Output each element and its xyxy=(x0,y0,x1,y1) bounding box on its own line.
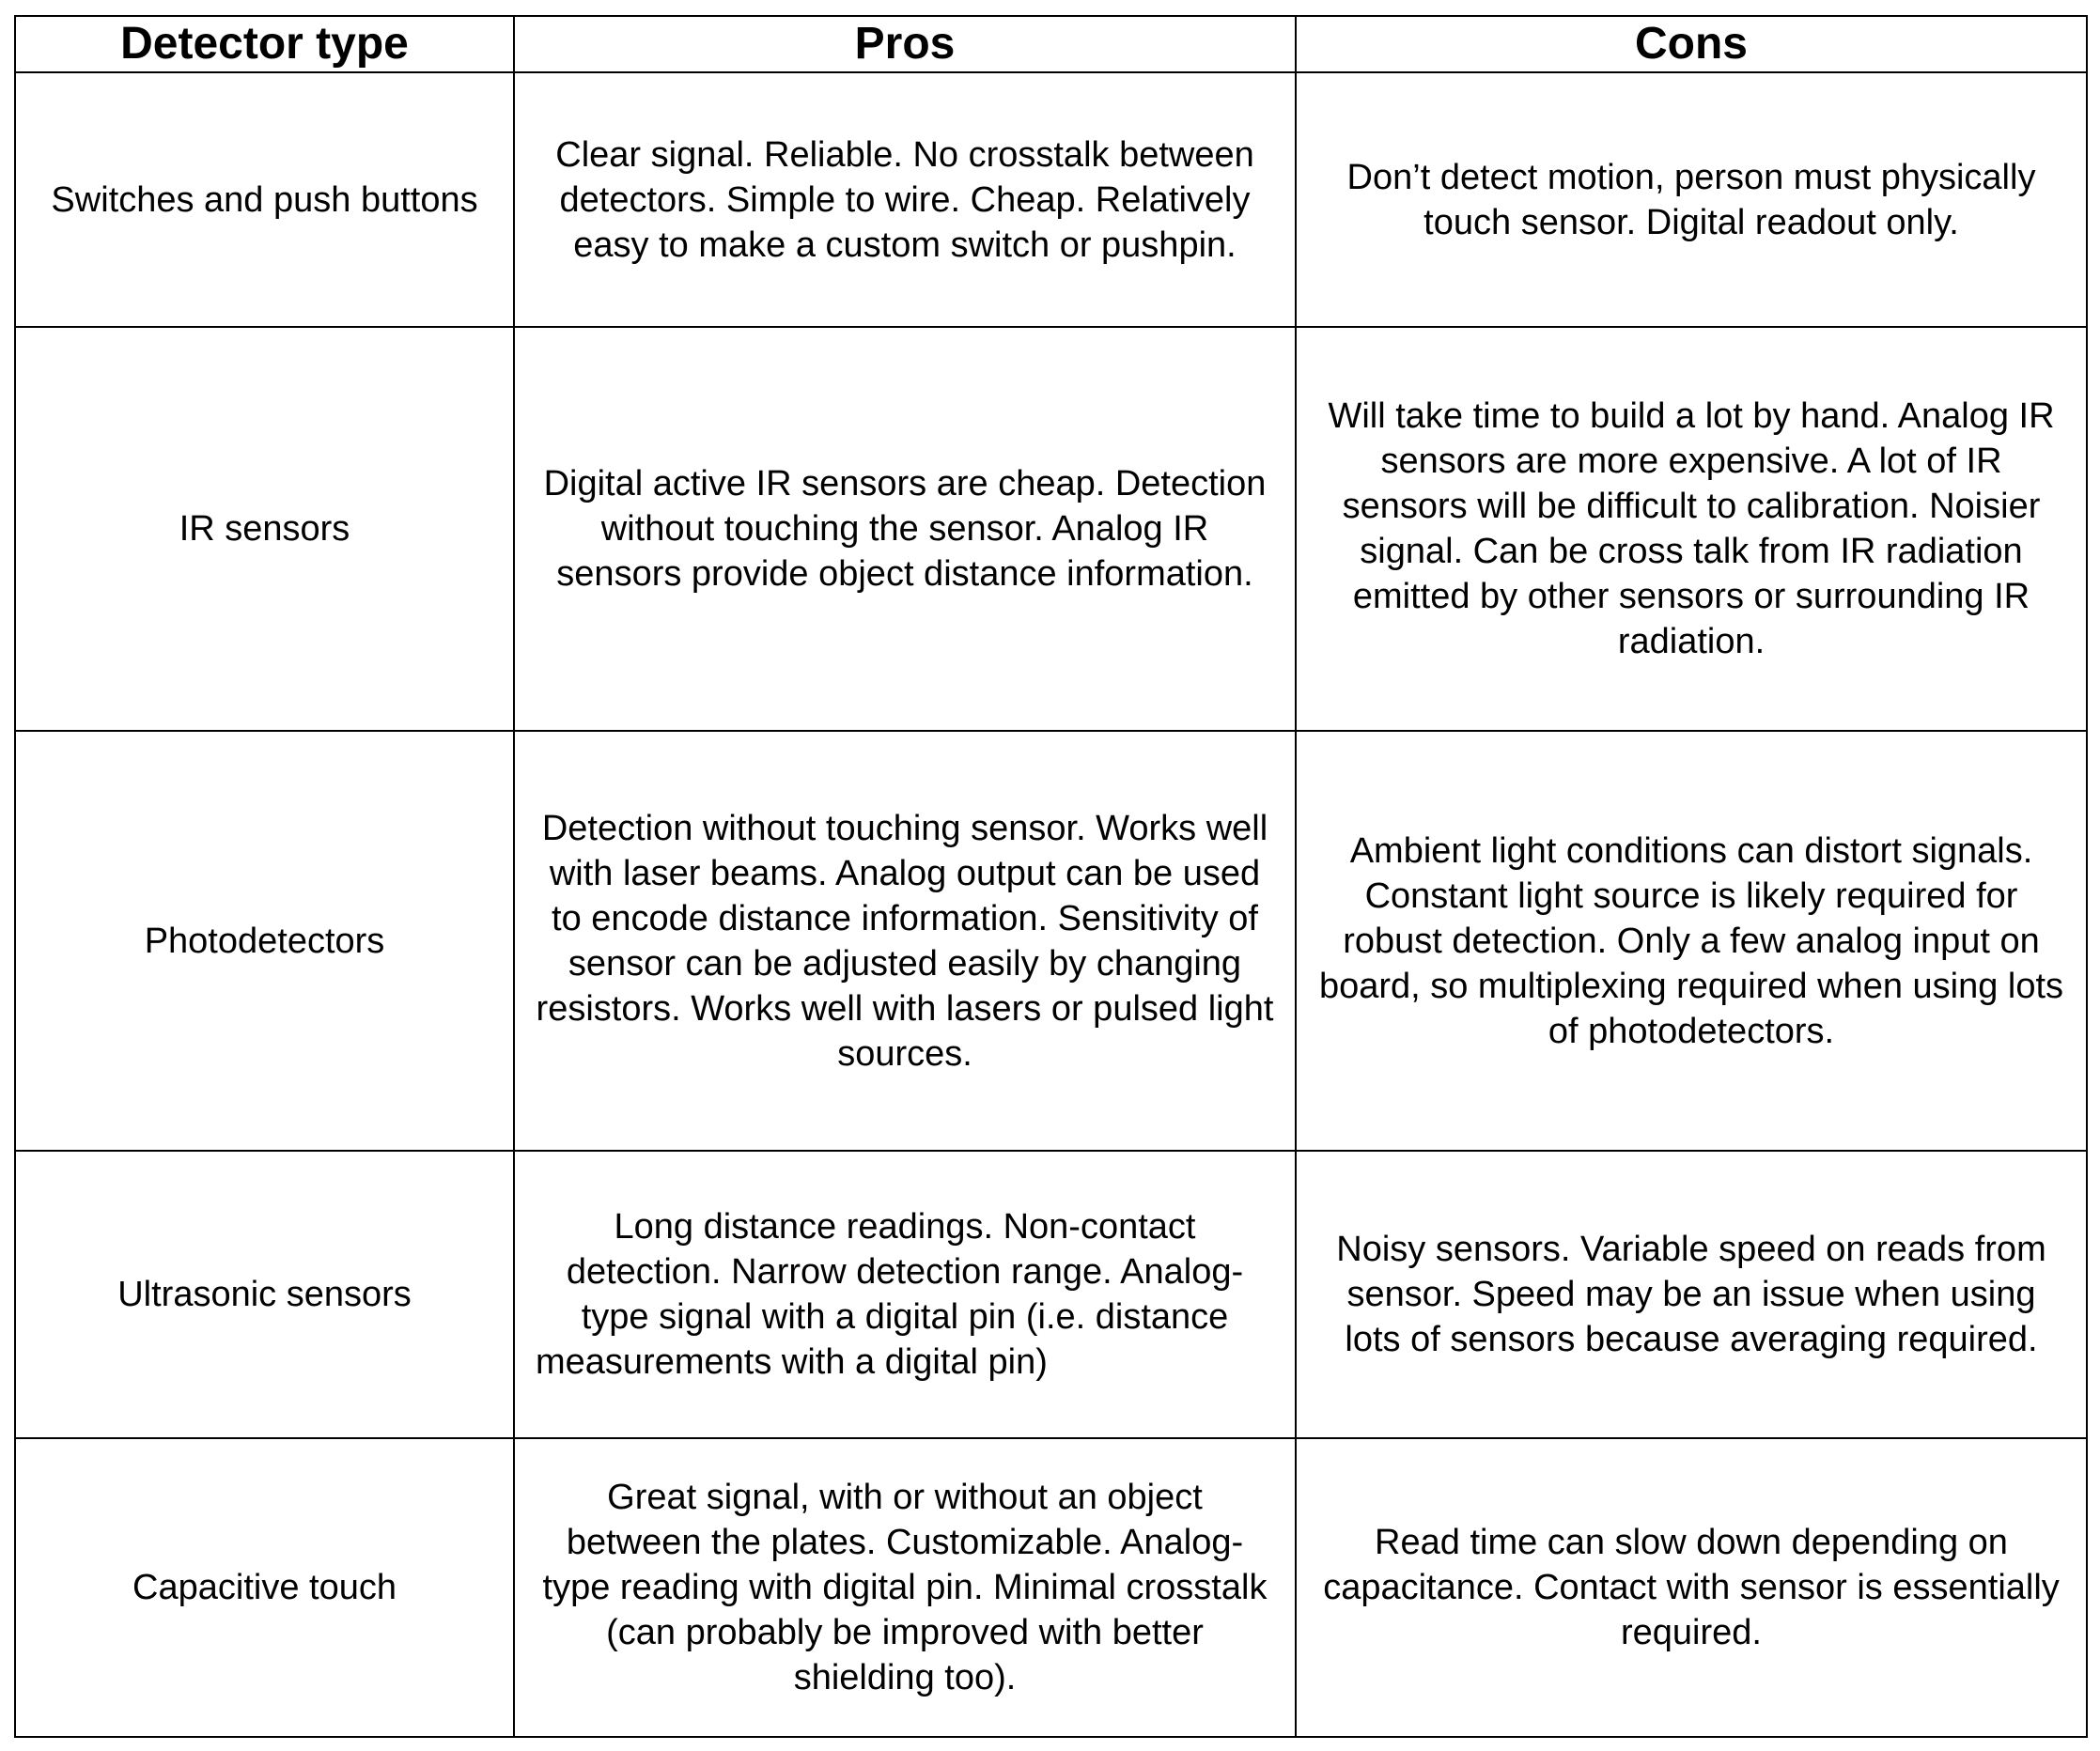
table-row xyxy=(15,731,2087,1151)
pros-cell: Detection without touching sensor. Works well with laser beams. Analog output can be used to encode distance information. Sensitivity of sensor can be adjusted easily by changing resistors. Works well with lasers or pulsed light sources. xyxy=(514,731,1296,1151)
header-detector-type: Detector type xyxy=(15,16,514,72)
cons-cell: Read time can slow down depending on capacitance. Contact with sensor is essentially required. xyxy=(1296,1438,2087,1737)
header-cons: Cons xyxy=(1296,16,2087,72)
pros-cell: Clear signal. Reliable. No crosstalk between detectors. Simple to wire. Cheap. Relatively easy to make a custom switch or pushpin. xyxy=(514,72,1296,327)
table-row xyxy=(15,72,2087,327)
detector-type-cell: IR sensors xyxy=(15,327,514,731)
cons-cell: Don’t detect motion, person must physically touch sensor. Digital readout only. xyxy=(1296,72,2087,327)
cons-cell: Ambient light conditions can distort signals. Constant light source is likely required for robust detection. Only a few analog input on board, so multiplexing required when using lots of photodetectors. xyxy=(1296,731,2087,1151)
table-row xyxy=(15,327,2087,731)
pros-cell: Great signal, with or without an object between the plates. Customizable. Analog-type reading with digital pin. Minimal crosstalk (can probably be improved with better shielding too). xyxy=(514,1438,1296,1737)
cons-cell: Will take time to build a lot by hand. Analog IR sensors are more expensive. A lot of IR sensors will be difficult to calibration. Noisier signal. Can be cross talk from IR radiation emitted by other sensors or surrounding IR radiation. xyxy=(1296,327,2087,731)
pros-cell: Digital active IR sensors are cheap. Detection without touching the sensor. Analog IR sensors provide object distance information. xyxy=(514,327,1296,731)
table-row xyxy=(15,1438,2087,1737)
cons-cell: Noisy sensors. Variable speed on reads from sensor. Speed may be an issue when using lots of sensors because averaging required. xyxy=(1296,1151,2087,1438)
detector-comparison-table xyxy=(14,15,2088,1738)
table-row xyxy=(15,1151,2087,1438)
detector-type-cell: Switches and push buttons xyxy=(15,72,514,327)
pros-cell: Long distance readings. Non-contact detection. Narrow detection range. Analog-type signal with a digital pin (i.e. distance measurements with a digital pin) xyxy=(514,1151,1296,1438)
detector-type-cell: Ultrasonic sensors xyxy=(15,1151,514,1438)
header-pros: Pros xyxy=(514,16,1296,72)
detector-type-cell: Photodetectors xyxy=(15,731,514,1151)
header-row xyxy=(15,16,2087,72)
detector-type-cell: Capacitive touch xyxy=(15,1438,514,1737)
